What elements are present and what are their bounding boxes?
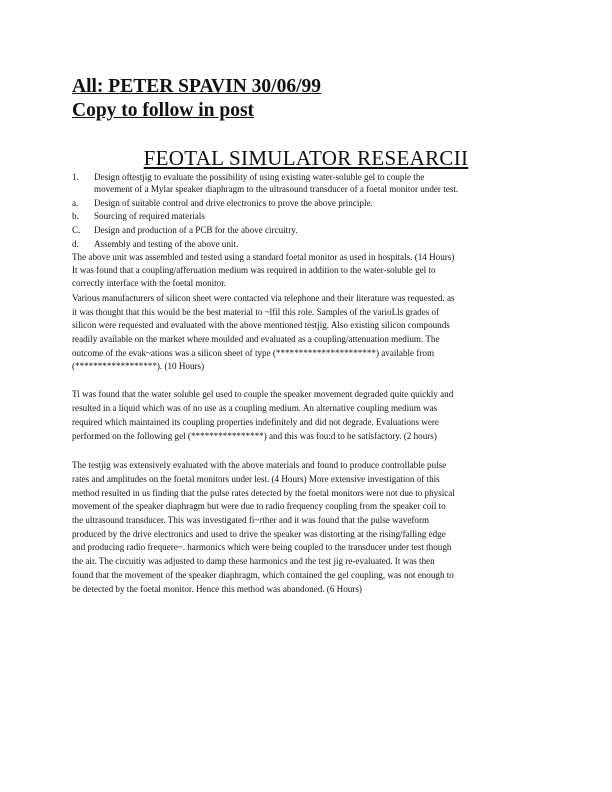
document-title: FEOTAL SIMULATOR RESEARCII [143, 146, 469, 170]
list-item-continuation: movement of a Mylar speaker diaphragm to the ultrasound transducer of a foetal monitor under test. [94, 184, 459, 194]
paragraph-line: (******************). (10 Hours) [72, 361, 205, 371]
list-item-text: Assembly and testing of the above unit. [94, 239, 239, 249]
list-marker: b. [72, 211, 79, 221]
paragraph-line: the air. The circuitiy was adjusted to damp these harmonics and the test jig re-evaluated. It was then [72, 556, 435, 566]
paragraph-line: performed on the following gel (****************) and this was fou:d to be satisfactory. (2 hours) [72, 431, 437, 441]
paragraph-line: It was found that a coupling/afferuation medium was required in addition to the water-soluble gel to [72, 265, 436, 275]
paragraph-line: silicon were requested and evaluated with the above mentioned testjig. Also existing silicon compounds [72, 320, 450, 330]
paragraph-line: it was thought that this would be the best material to ~lfil this role. Samples of the varioLls grades of [72, 307, 440, 317]
copy-notice: Copy to follow in post [72, 100, 255, 121]
list-item-text: Sourcing of required materials [94, 211, 205, 221]
paragraph-line: readily available on the market where moulded and evaluated as a coupling/attenuation medium. The [72, 334, 440, 344]
list-item [72, 172, 424, 183]
paragraph-line: found that the movement of the speaker diaphragm, which contained the gel coupling, was not enough to [72, 570, 454, 580]
paragraph-line: The above unit was assembled and tested using a standard foetal monitor as used in hospitals. (14 Hours) [72, 252, 455, 262]
paragraph-line: correctly interface with the foetal monitor. [72, 278, 227, 288]
recipient-line: All: PETER SPAVIN 30/06/99 [72, 76, 322, 97]
list-item-text: Design and production of a PCB for the above circuitry. [94, 225, 298, 235]
list-marker: d. [72, 239, 79, 249]
list-item [72, 198, 373, 209]
paragraph-line: required which maintained its coupling properties indefinitely and did not degrade. Evaluations were [72, 417, 439, 427]
list-marker: 1. [72, 172, 79, 182]
paragraph-line: be detected by the foetal monitor. Hence this method was abandoned. (6 Hours) [72, 584, 362, 594]
list-item-text: Design of suitable control and drive electronics to prove the above principle. [94, 198, 373, 208]
paragraph-line: rates and amplitudes on the foetal monitors under lest. (4 Hours) More extensive investigation of this [72, 474, 440, 484]
paragraph-line: the ultrasound transducer. This was investigated fi~rther and it was found that the pulse waveform [72, 515, 430, 525]
paragraph-line: The testjig was extensively evaluated with the above materials and found to produce controllable pulse [72, 460, 447, 470]
list-item [72, 239, 238, 250]
paragraph-line: movement of the speaker diaphragm but were due to radio frequency coupling from the speaker coil to [72, 501, 446, 511]
paragraph-line: outcome of the evak~ations was a silicon sheet of type (**********************) available from [72, 348, 435, 358]
list-item-text: Design oftestjig to evaluate the possibility of using existing water-soluble gel to couple the [94, 172, 425, 182]
paragraph-line: Ti was found that the water soluble gel used to couple the speaker movement degraded quite quickly and [72, 389, 454, 399]
list-marker: C. [72, 225, 81, 235]
list-item [72, 225, 297, 236]
list-marker: a. [72, 198, 79, 208]
paragraph-line: produced by the drive electronics and used to drive the speaker was distorting at the rising/falling edge [72, 529, 446, 539]
list-item [72, 211, 205, 222]
paragraph-line: resulted in a liquid which was of no use as a coupling medium. An alternative coupling medium was [72, 403, 438, 413]
paragraph-line: method resulted in us finding that the pulse rates detected by the foetal monitors were not due to physical [72, 488, 455, 498]
paragraph-line: and producing radio frequere~. harmonics which were being coupled to the transducer under test though [72, 542, 452, 552]
paragraph-line: Various manufacturers of silicon sheet were contacted via telephone and their literature was requested. as [72, 293, 455, 303]
